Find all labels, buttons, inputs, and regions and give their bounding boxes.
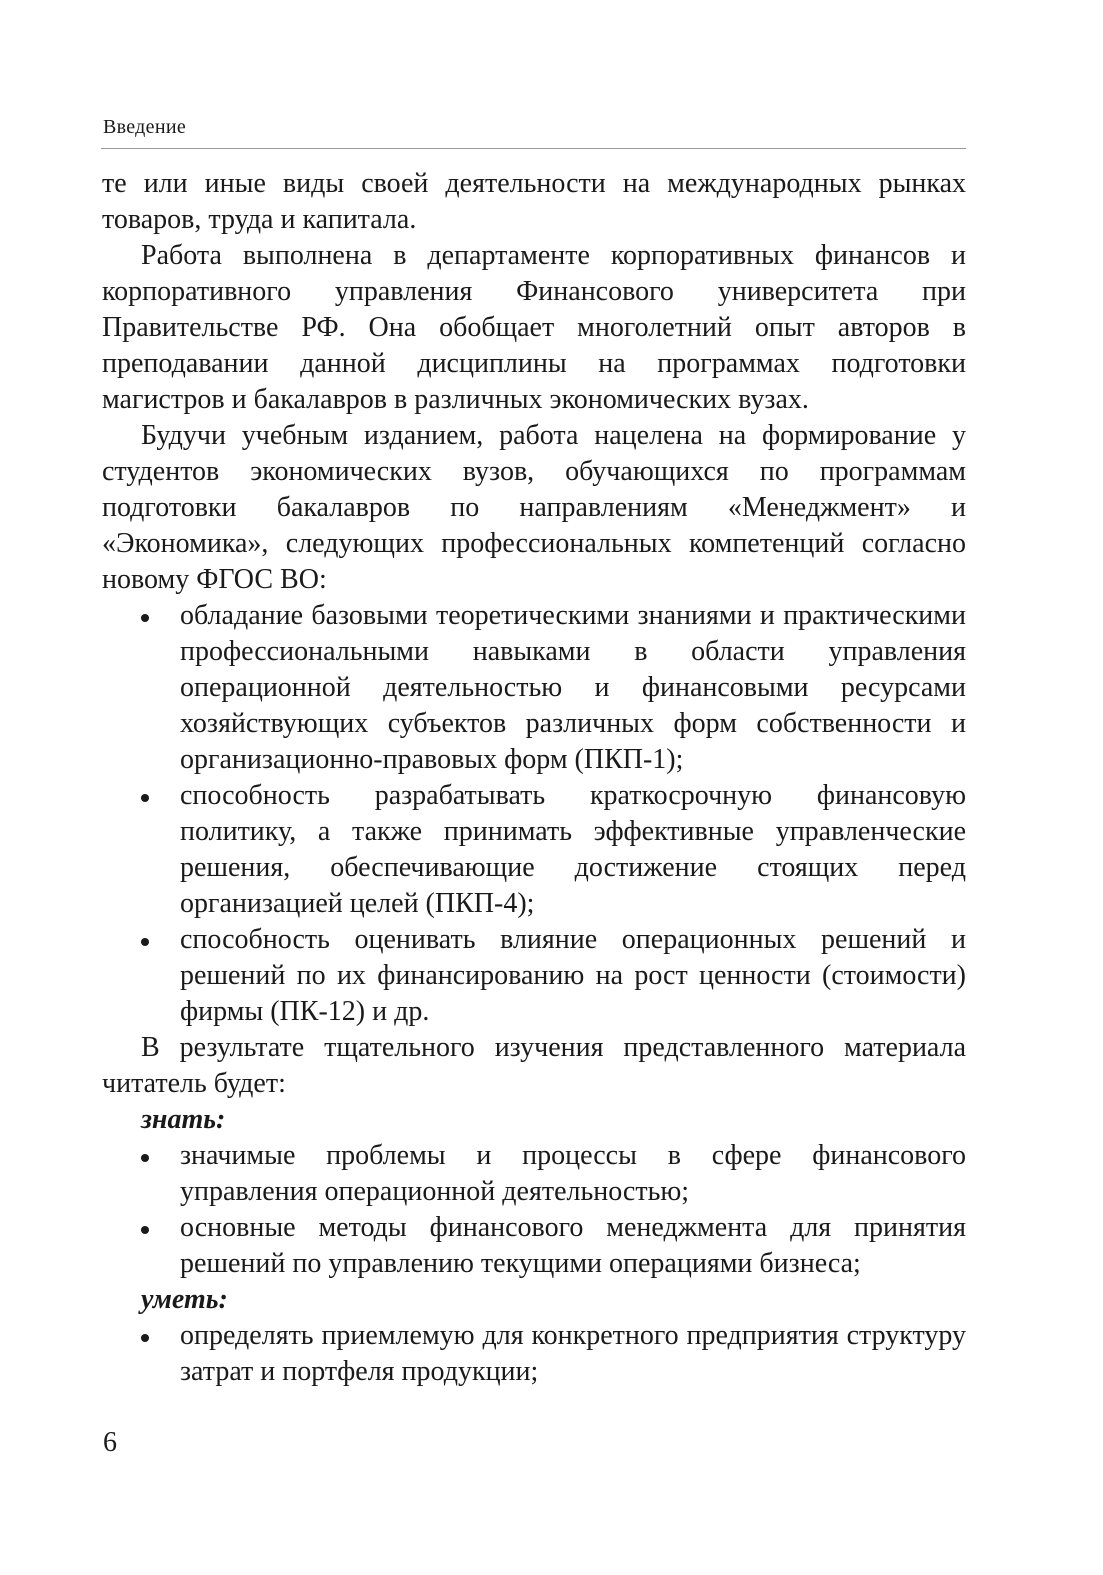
bullet-icon xyxy=(141,614,149,622)
paragraph-competencies-intro: Будучи учебным изданием, работа нацелена на формирование у студентов экономических вузов, обучающихся по программам подготовки бакалавров по направлениям «Менеджмент» и «Экономика», следующих профессиональных компетенций согласно новому ФГОС ВО: xyxy=(102,420,966,595)
bullet-icon xyxy=(141,938,149,946)
paragraph-department: Работа выполнена в департаменте корпоративных финансов и корпоративного управления Финансового университета при Правительстве РФ. Она обобщает многолетний опыт авторов в преподавании данной дисциплины на программах подготовки магистров и бакалавров в различных экономических вузах. xyxy=(102,240,966,415)
running-header: Введение xyxy=(103,116,187,138)
paragraph-results-intro: В результате тщательного изучения представленного материала читатель будет: xyxy=(102,1032,966,1099)
list-item-text: значимые проблемы и процессы в сфере финансового управления операционной деятельностью; xyxy=(180,1140,966,1207)
page-number: 6 xyxy=(103,1427,117,1458)
list-item xyxy=(102,598,966,778)
able-label: уметь: xyxy=(141,1284,228,1315)
list-item xyxy=(102,778,966,922)
bullet-icon xyxy=(141,1226,149,1234)
list-item xyxy=(102,1318,966,1390)
know-list xyxy=(102,1138,966,1282)
bullet-icon xyxy=(141,794,149,802)
know-label: знать: xyxy=(141,1104,226,1135)
bullet-icon xyxy=(141,1334,149,1342)
able-list xyxy=(102,1318,966,1390)
list-item xyxy=(102,1138,966,1210)
list-item xyxy=(102,1210,966,1282)
list-item-text: обладание базовыми теоретическими знаниями и практическими профессиональными навыками в области управления операционной деятельностью и финансовыми ресурсами хозяйствующих субъектов различных форм собственности и организационно-правовых форм (ПКП-1); xyxy=(180,600,966,775)
list-item-text: способность разрабатывать краткосрочную финансовую политику, а также принимать эффективные управленческие решения, обеспечивающие достижение стоящих перед организацией целей (ПКП-4); xyxy=(180,780,966,919)
list-item xyxy=(102,922,966,1030)
list-item-text: основные методы финансового менеджмента для принятия решений по управлению текущими операциями бизнеса; xyxy=(180,1212,966,1279)
competencies-list xyxy=(102,598,966,1030)
bullet-icon xyxy=(141,1154,149,1162)
header-divider xyxy=(101,148,966,149)
page-body xyxy=(102,166,966,1390)
list-item-text: определять приемлемую для конкретного предприятия структуру затрат и портфеля продукции; xyxy=(180,1320,966,1387)
paragraph-continuation: те или иные виды своей деятельности на международных рынках товаров, труда и капитала. xyxy=(102,168,966,235)
list-item-text: способность оценивать влияние операционных решений и решений по их финансированию на рост ценности (стоимости) фирмы (ПК-12) и др. xyxy=(180,924,966,1027)
